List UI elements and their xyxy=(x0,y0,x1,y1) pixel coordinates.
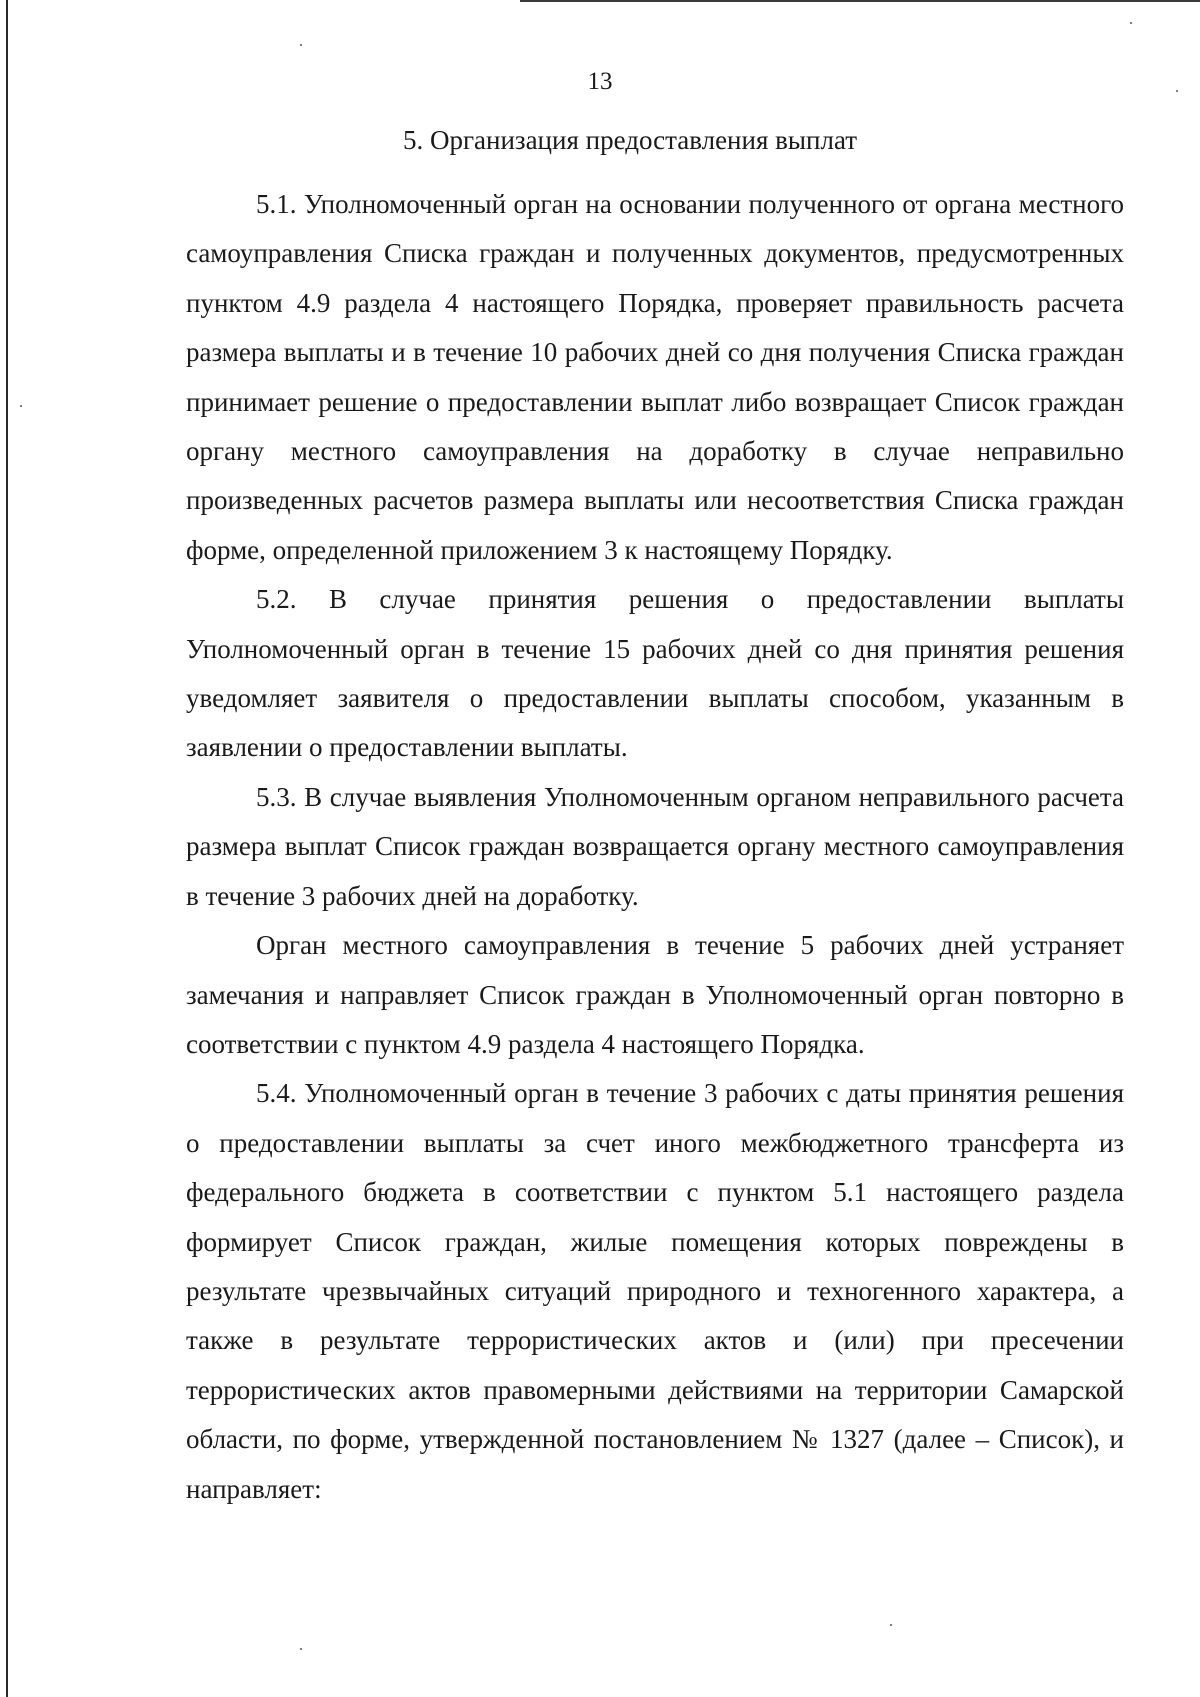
scan-speck xyxy=(300,1648,302,1650)
paragraph-5-3: 5.3. В случае выявления Уполномоченным органом неправильного расчета размера выплат Список граждан возвращается органу местного самоуправления в течение 3 рабочих дней на доработку. xyxy=(186,781,1124,911)
scan-top-border xyxy=(520,0,1200,2)
page-number: 13 xyxy=(587,68,613,95)
scan-speck xyxy=(20,405,22,407)
paragraph-5-3-continued: Орган местного самоуправления в течение 5 рабочих дней устраняет замечания и направляет Список граждан в Уполномоченный орган повторно в соответствии с пунктом 4.9 раздела 4 настоящего Порядка. xyxy=(186,930,1124,1059)
section-title: 5. Организация предоставления выплат xyxy=(402,125,858,155)
scan-speck xyxy=(300,44,302,46)
scan-left-border xyxy=(6,0,8,1697)
paragraph-5-1: 5.1. Уполномоченный орган на основании полученного от органа местного самоуправления Списка граждан и полученных документов, предусмотренных пунктом 4.9 раздела 4 настоящего Порядка, проверяет правильность расчета размера выплаты и в течение 10 рабочих дней со дня получения Списка граждан принимает решение о предоставлении выплат либо возвращает Список граждан органу местного самоуправления на доработку в случае неправильно произведенных расчетов размера выплаты или несоответствия Списка граждан форме, определенной приложением 3 к настоящему Порядку. xyxy=(186,189,1124,565)
scan-speck xyxy=(890,1624,892,1626)
paragraph-5-2: 5.2. В случае принятия решения о предоставлении выплаты Уполномоченный орган в течение 15 рабочих дней со дня принятия решения уведомляет заявителя о предоставлении выплаты способом, указанным в заявлении о предоставлении выплаты. xyxy=(186,584,1124,763)
scan-speck xyxy=(1130,22,1132,24)
paragraph-5-4: 5.4. Уполномоченный орган в течение 3 рабочих с даты принятия решения о предоставлении выплаты за счет иного межбюджетного трансферта из федерального бюджета в соответствии с пунктом 5.1 настоящего раздела формирует Список граждан, жилые помещения которых повреждены в результате чрезвычайных ситуаций природного и техногенного характера, а также в результате террористических актов и (или) при пресечении террористических актов правомерными действиями на территории Самарской области, по форме, утвержденной постановлением № 1327 (далее – Список), и направляет: xyxy=(186,1078,1124,1504)
document-body xyxy=(186,180,1124,1514)
